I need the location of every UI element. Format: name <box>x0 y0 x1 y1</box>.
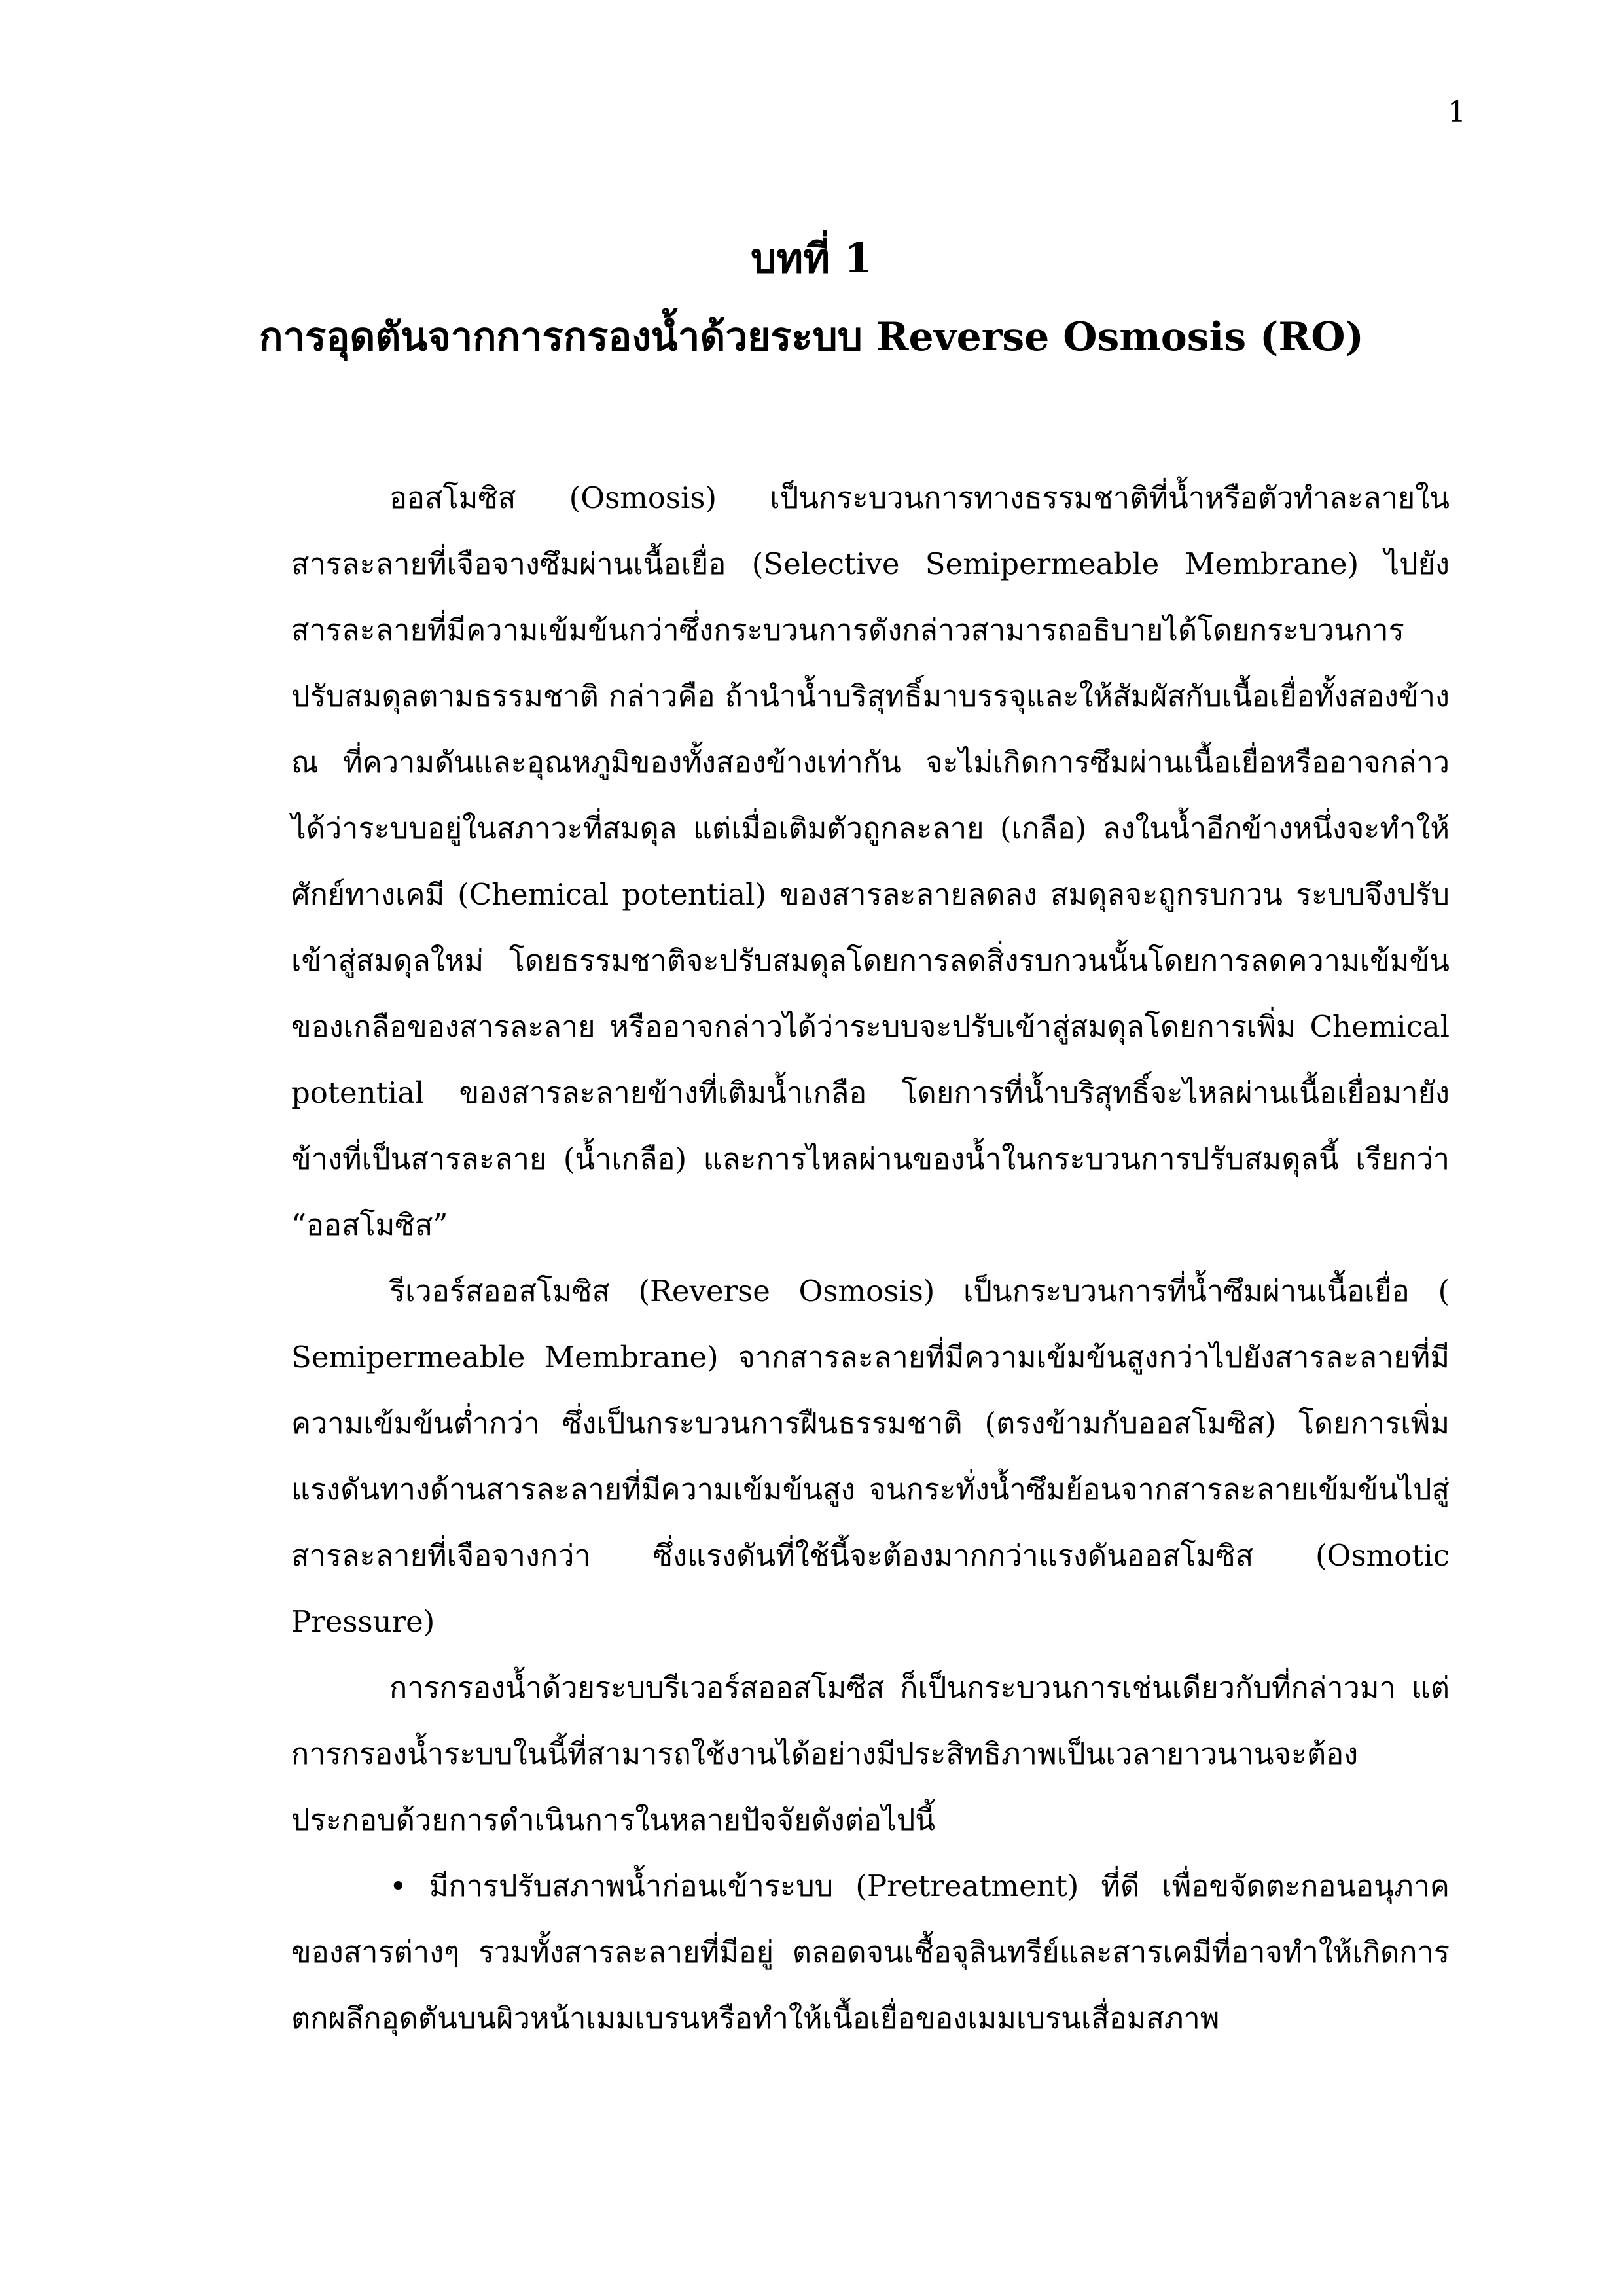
body-text <box>291 465 1450 2051</box>
chapter-title: บทที่ 1 <box>751 234 872 282</box>
paragraph-reverse-osmosis: รีเวอร์สออสโมซิส (Reverse Osmosis) เป็นกระบวนการที่น้ำซึมผ่านเนื้อเยื่อ ( Semipermeable Membrane) จากสารละลายที่มีความเข้มข้นสูงกว่าไปยังสารละลายที่มีความเข้มข้นต่ำกว่า ซึ่งเป็นกระบวนการฝืนธรรมชาติ (ตรงข้ามกับออสโมซิส) โดยการเพิ่มแรงดันทางด้านสารละลายที่มีความเข้มข้นสูง จนกระทั่งน้ำซึมย้อนจากสารละลายเข้มข้นไปสู่สารละลายที่เจือจางกว่า ซึ่งแรงดันที่ใช้นี้จะต้องมากกว่าแรงดันออสโมซิส (Osmotic Pressure) <box>291 1274 1450 1639</box>
paragraph-ro-filtration: การกรองน้ำด้วยระบบรีเวอร์สออสโมซีส ก็เป็นกระบวนการเช่นเดียวกับที่กล่าวมา แต่การกรองน้ำระบบในนี้ที่สามารถใช้งานได้อย่างมีประสิทธิภาพเป็นเวลายาวนานจะต้องประกอบด้วยการดำเนินการในหลายปัจจัยดังต่อไปนี้ <box>291 1670 1450 1837</box>
paragraph-osmosis: ออสโมซิส (Osmosis) เป็นกระบวนการทางธรรมชาติที่น้ำหรือตัวทำละลายในสารละลายที่เจือจางซึมผ่านเนื้อเยื่อ (Selective Semipermeable Membrane) ไปยังสารละลายที่มีความเข้มข้นกว่าซึ่งกระบวนการดังกล่าวสามารถอธิบายได้โดยกระบวนการปรับสมดุลตามธรรมชาติ กล่าวคือ ถ้านำน้ำบริสุทธิ์มาบรรจุและให้สัมผัสกับเนื้อเยื่อทั้งสองข้าง ณ ที่ความดันและอุณหภูมิของทั้งสองข้างเท่ากัน จะไม่เกิดการซึมผ่านเนื้อเยื่อหรืออาจกล่าวได้ว่าระบบอยู่ในสภาวะที่สมดุล แต่เมื่อเติมตัวถูกละลาย (เกลือ) ลงในน้ำอีกข้างหนึ่งจะทำให้ศักย์ทางเคมี (Chemical potential) ของสารละลายลดลง สมดุลจะถูกรบกวน ระบบจึงปรับเข้าสู่สมดุลใหม่ โดยธรรมชาติจะปรับสมดุลโดยการลดสิ่งรบกวนนั้นโดยการลดความเข้มข้นของเกลือของสารละลาย หรืออาจกล่าวได้ว่าระบบจะปรับเข้าสู่สมดุลโดยการเพิ่ม Chemical potential ของสารละลายข้างที่เติมน้ำเกลือ โดยการที่น้ำบริสุทธิ์จะไหลผ่านเนื้อเยื่อมายังข้างที่เป็นสารละลาย (น้ำเกลือ) และการไหลผ่านของน้ำในกระบวนการปรับสมดุลนี้ เรียกว่า “ออสโมซิส” <box>291 480 1450 1242</box>
paragraph-pretreatment-bullet: • มีการปรับสภาพน้ำก่อนเข้าระบบ (Pretreatment) ที่ดี เพื่อขจัดตะกอนอนุภาคของสารต่างๆ รวมทั้งสารละลายที่มีอยู่ ตลอดจนเชื้อจุลินทรีย์และสารเคมีที่อาจทำให้เกิดการตกผลึกอุดตันบนผิวหน้าเมมเบรนหรือทำให้เนื้อเยื่อของเมมเบรนเสื่อมสภาพ <box>291 1869 1450 2036</box>
chapter-heading <box>0 232 1623 363</box>
page-number: 1 <box>1448 96 1466 129</box>
chapter-subtitle: การอุดตันจากการกรองน้ำด้วยระบบ Reverse Osmosis (RO) <box>259 314 1364 360</box>
